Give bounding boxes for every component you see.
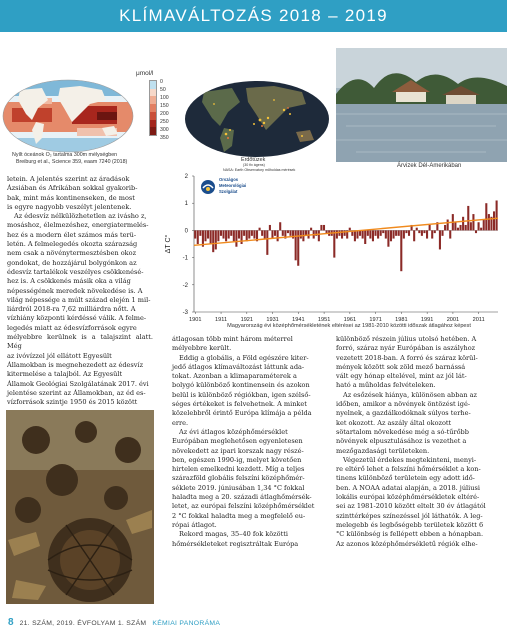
colorbar-tick-label: 50 — [160, 87, 166, 93]
column-2-text — [172, 335, 325, 549]
colorbar-tick-label: 300 — [160, 127, 169, 133]
chart-bar — [418, 230, 420, 233]
chart-bar — [421, 230, 423, 235]
chart-bar — [454, 222, 456, 230]
text-line: belül is különböző régiókban, igen szélső- — [172, 390, 311, 399]
text-line: 2 °C fokkal haladta meg a megfelelő eu- — [172, 511, 306, 520]
chart-bar — [408, 230, 410, 235]
chart-bar — [364, 230, 366, 244]
chart-bar — [362, 230, 364, 238]
wildfire-caption-3: NASA: Earth Observatory műholdas mérések — [223, 168, 296, 172]
text-line: nem csak a növénytermesztésben okoz — [7, 249, 137, 258]
page-title-banner — [0, 0, 507, 32]
footer-issue: 21. SZÁM, 2019. ÉVFOLYAM 1. SZÁM — [19, 620, 147, 627]
colorbar-step — [150, 127, 156, 135]
chart-bar — [320, 225, 322, 230]
chart-bar — [488, 214, 490, 230]
text-line: vízhiány központi kérdéssé válik. A felme- — [7, 314, 147, 323]
ocean-oxygen-map — [2, 78, 135, 154]
chart-bar — [472, 214, 474, 230]
text-line: növekedett az ipari korszak nagy részé- — [172, 446, 304, 455]
chart-bar — [253, 230, 255, 238]
text-line: bak, mint más kontinenseken, de most — [7, 193, 135, 202]
chart-bar — [271, 230, 273, 238]
chart-bar — [447, 220, 449, 231]
x-tick-label: 1951 — [317, 317, 331, 323]
text-line: tokat. Azonban a klimaparaméterek a — [172, 372, 297, 381]
text-line: hirtelen emelkedni kezdett. Míg a teljes — [172, 465, 305, 474]
x-tick-label: 1941 — [292, 317, 305, 323]
y-tick-label: -2 — [182, 282, 188, 289]
text-line: jelentése szerint az Államokban, az éd es- — [7, 388, 146, 397]
chart-bar — [277, 230, 279, 241]
y-axis-label: ΔT C° — [165, 234, 172, 254]
footer — [8, 617, 308, 631]
chart-bar — [264, 230, 266, 238]
chart-bar — [238, 230, 240, 238]
colorbar-tick-label: 100 — [160, 95, 169, 101]
colorbar — [149, 80, 157, 136]
chart-bar — [292, 230, 294, 238]
chart-bar — [465, 225, 467, 230]
met-service-logo-line3: Szolgálat — [219, 189, 238, 194]
text-line: legedés miatt az édesvízforrások egyre — [7, 323, 137, 332]
colorbar-tick-label: 200 — [160, 111, 169, 117]
colorbar-tick-label: 350 — [160, 135, 169, 141]
colorbar-step — [150, 89, 156, 97]
text-line: °C különbség is fellépett ebben a hónapban. — [336, 530, 484, 539]
text-line: mezőgazdasági területeken. — [336, 446, 430, 455]
text-line: Végezetül érdekes megtekinteni, menyi- — [343, 455, 477, 464]
text-line: séges értékeket is felvehetnek. A minket — [172, 400, 307, 409]
chart-bar — [282, 230, 284, 235]
text-line: Az esőzések hiánya, különösen abban az — [343, 390, 477, 399]
chart-bar — [462, 217, 464, 231]
chart-bar — [326, 230, 328, 233]
colorbar-step — [150, 96, 156, 104]
chart-bar — [467, 206, 469, 230]
chart-bar — [199, 230, 201, 235]
colorbar-unit: μmol/l — [136, 70, 154, 77]
chart-bar — [243, 230, 245, 235]
x-tick-label: 1981 — [395, 317, 408, 323]
page-title: KLÍMAVÁLTOZÁS 2018 – 2019 — [119, 6, 388, 25]
chart-bar — [460, 225, 462, 230]
text-line: időben, amikor a növények öntözést igé- — [336, 400, 471, 409]
text-line: világ népessége a múlt század elején 1 mil- — [7, 295, 151, 304]
text-line: ben, egészen 1990-ig, melyet követően — [172, 455, 302, 464]
chart-bar — [400, 230, 402, 271]
text-line: édesvíz tartalékok veszélyes csökkenésé- — [7, 267, 144, 276]
text-line: Államokban is megnehezedett az édesvíz — [7, 360, 144, 369]
colorbar-tick-label: 150 — [160, 103, 169, 109]
text-line: letet, az európai felszíni középhőmérséklet — [172, 502, 315, 511]
chart-bar — [220, 230, 222, 235]
text-line: átlagosan több mint három méterrel — [172, 335, 293, 343]
chart-bar — [382, 230, 384, 233]
text-line: nyelnek, a gazdálkodóknak súlyos terhe- — [336, 409, 471, 418]
text-line: szárazföld globális felszíni középhőmér- — [172, 474, 305, 483]
flood-photo-caption: Árvizek Dél-Amerikában — [397, 163, 462, 169]
chart-bar — [222, 230, 224, 238]
chart-bar — [333, 230, 335, 257]
y-tick-label: -1 — [182, 255, 188, 262]
text-line: Európában meglehetősen egyenletesen — [172, 437, 303, 446]
text-line: különböző részein július utolsó hetében. A — [336, 335, 477, 343]
chart-bar — [233, 230, 235, 241]
chart-bar — [493, 211, 495, 230]
met-service-logo-line2: Meteorológiai — [219, 183, 247, 188]
text-line: letein. A jelentés szerint az áradások — [7, 175, 130, 183]
met-service-logo-icon — [200, 179, 216, 195]
text-line: mények között sok zöld mező barnássá — [336, 362, 466, 371]
chart-bar — [228, 230, 230, 238]
text-line: közelebbről érintő Európa klímája a példa — [172, 409, 312, 418]
text-line: az ivóvízzel jól ellátott Egyesült — [7, 351, 112, 360]
chart-bar — [380, 230, 382, 235]
chart-bar — [287, 230, 289, 233]
chart-bar — [212, 230, 214, 252]
chart-bar — [230, 230, 232, 235]
text-line: erre. — [172, 418, 189, 427]
chart-bar — [441, 230, 443, 235]
text-line: ben. A NOAA adatai alapján, a 2018. júliusi — [336, 483, 480, 492]
text-line: tinens különböző területein egy adott idő- — [336, 474, 475, 483]
text-line: népességének meredek növekedése is. A — [7, 286, 143, 295]
text-line: mosáshoz, élelmezéshez, energiatermelés- — [7, 221, 149, 230]
chart-bar — [395, 230, 397, 235]
x-tick-label: 1971 — [369, 317, 382, 323]
text-line: letén. A felmelegedés okozta szárazság — [7, 240, 138, 249]
text-line: vált egy hónap eltelével, mint az jól lát- — [336, 372, 467, 381]
text-line: séklete 2019. júniusában 1,34 °C fokkal — [172, 483, 305, 492]
text-line: hőmérsékleteket regisztráltak Európa — [172, 539, 299, 548]
chart-bar — [259, 228, 261, 231]
colorbar-step — [150, 104, 156, 112]
chart-bar — [470, 222, 472, 230]
text-line: Eddig a globális, a Föld egészére kiter- — [179, 353, 309, 362]
text-line: sötartalom növekedése még a só-tűrőbb — [336, 427, 469, 436]
x-tick-label: 2011 — [472, 317, 485, 323]
chart-bar — [289, 230, 291, 235]
wildfire-caption-1: Erdőtüzek — [241, 157, 266, 163]
met-service-logo-line1: Országos — [219, 177, 239, 182]
footer-magazine: KÉMIAI PANORÁMA — [152, 620, 221, 627]
y-tick-label: -3 — [182, 310, 188, 316]
text-line: Rekord magas, 35–40 fok közötti — [179, 530, 288, 539]
text-line: melegebb és legbőségebb területek között 6 — [336, 520, 484, 529]
y-tick-label: 1 — [184, 201, 188, 208]
chart-bar — [398, 230, 400, 235]
chart-caption: Magyarország évi középhőmérsékletének eltérései az 1981-2010 közötti időszak átlagához képest — [227, 323, 471, 329]
text-line: kitermelése a talajból. Az Egyesült — [7, 370, 123, 379]
text-line: szinttérképes színezéssel jól láthatók. A leg- — [336, 511, 483, 520]
x-tick-label: 2001 — [446, 317, 460, 323]
chart-bar — [246, 230, 248, 241]
ocean-map-caption-1: Nyílt óceánok O₂ tartalma 300m mélységben — [12, 152, 118, 158]
chart-bar — [413, 230, 415, 241]
chart-bar — [266, 230, 268, 254]
text-line: re eltérő lehet a felszíni hőmérséklet a kon- — [336, 465, 481, 474]
x-tick-label: 1991 — [420, 317, 434, 323]
text-line: vezetett 2018-ban. A forró és száraz körül- — [336, 353, 478, 362]
wildfire-caption-2: (30 fix ágens) — [243, 163, 265, 167]
chart-bar — [374, 230, 376, 235]
chart-bar — [354, 230, 356, 241]
text-line: is egyre nagyobb veszélyt jelentenek. — [7, 202, 132, 211]
chart-bar — [197, 230, 199, 244]
x-tick-label: 1961 — [343, 317, 357, 323]
chart-bar — [369, 230, 371, 238]
text-line: rópai átlagot. — [172, 520, 217, 529]
chart-bar — [439, 230, 441, 249]
chart-bar — [207, 230, 209, 238]
chart-bar — [300, 230, 302, 238]
colorbar-step — [150, 81, 156, 89]
chart-bar — [248, 230, 250, 238]
chart-bar — [323, 225, 325, 230]
chart-bar — [431, 230, 433, 238]
chart-bar — [480, 228, 482, 231]
chart-bar — [449, 230, 451, 238]
text-line: gondokat, de hozzájárul bolygónkon az — [7, 258, 137, 267]
text-line: mélyebbre kerülnek is a talajszint alatt. Még — [7, 333, 153, 351]
chart-bar — [279, 222, 281, 230]
chart-bar — [405, 230, 407, 233]
colorbar-tick-label: 0 — [160, 79, 163, 85]
text-line: növények elpusztulásához is vezethet a — [336, 437, 467, 446]
chart-bar — [295, 230, 297, 260]
chart-bar — [390, 230, 392, 241]
chart-bar — [393, 230, 395, 238]
chart-bar — [310, 228, 312, 231]
x-tick-label: 1901 — [189, 317, 202, 323]
chart-bar — [318, 230, 320, 241]
colorbar-tick-label: 250 — [160, 119, 169, 125]
page-number: 8 — [8, 617, 14, 628]
x-tick-label: 1911 — [215, 317, 228, 323]
colorbar-step — [150, 112, 156, 120]
chart-bar — [496, 200, 498, 230]
chart-bar — [204, 230, 206, 241]
colorbar-ticks — [160, 78, 169, 142]
chart-bar — [367, 230, 369, 235]
chart-bar — [478, 222, 480, 230]
chart-bar — [338, 230, 340, 235]
text-line: lokális európai középhőmérsékletek eltéré- — [336, 493, 480, 502]
column-3-text — [336, 335, 500, 549]
text-line: liárdról 2018-ra 7,62 milliárdra nőtt. A — [7, 305, 136, 314]
chart-bar — [261, 230, 263, 235]
chart-bar — [475, 230, 477, 233]
text-line: ket okozott. Az aszály által okozott — [336, 418, 452, 427]
chart-bar — [457, 228, 459, 231]
x-tick-label: 1931 — [266, 317, 279, 323]
column-1-text-top — [7, 175, 153, 407]
chart-bar — [241, 230, 243, 244]
chart-bar — [426, 230, 428, 238]
text-line: Az édesvíz nélkülözhetetlen az ivásho z, — [14, 212, 147, 221]
withered-sunflower-photo — [6, 410, 154, 604]
text-line: hez és a modern élet számos más terü- — [7, 230, 137, 239]
met-service-logo — [200, 177, 270, 199]
chart-bar — [215, 230, 217, 249]
y-tick-label: 2 — [184, 174, 188, 180]
chart-bar — [385, 230, 387, 238]
text-line: haladta meg a 20. századi átlaghőmérsék- — [172, 493, 312, 502]
x-tick-label: 1921 — [240, 317, 254, 323]
chart-bar — [416, 228, 418, 231]
text-line: Államok Geológiai Szolgálatának 2017. évi — [7, 379, 149, 388]
y-tick-label: 0 — [184, 228, 188, 235]
chart-bar — [444, 225, 446, 230]
text-line: Ázsiában és Afrikában sokkal gyakorib- — [7, 184, 138, 193]
text-line: mélyebbre került. — [172, 344, 232, 353]
chart-bar — [377, 230, 379, 238]
text-line: bolygó különböző kontinensein és azokon — [172, 381, 310, 390]
chart-bar — [336, 230, 338, 238]
chart-bar — [429, 225, 431, 230]
chart-bar — [423, 230, 425, 233]
chart-bar — [349, 228, 351, 231]
ocean-map-caption-2: Breiburg et al., Science 359, eaam 7240 (2018) — [16, 159, 128, 165]
text-line: ható a műholdas felvételeken. — [336, 381, 436, 390]
chart-bar — [483, 220, 485, 231]
text-line: jedő átlagos klímaváltozást láttunk ada- — [172, 362, 305, 371]
chart-bar — [194, 230, 196, 238]
wildfire-map — [184, 80, 330, 160]
chart-bar — [210, 230, 212, 244]
text-line: sei az 1981-2010 között eltelt 30 év átlagától — [336, 502, 486, 511]
chart-bar — [225, 230, 227, 241]
chart-bar — [387, 230, 389, 246]
chart-bar — [356, 230, 358, 238]
chart-bar — [372, 230, 374, 241]
text-line: forró, száraz nyár Európában is aszályhoz — [336, 344, 476, 353]
flood-photo — [336, 48, 507, 162]
text-line: vízforrások szintje 1950 és 2015 között — [7, 398, 138, 407]
chart-bar — [217, 230, 219, 241]
colorbar-step — [150, 120, 156, 128]
chart-bar — [251, 230, 253, 235]
chart-bar — [269, 225, 271, 230]
text-line: hez is. A csökkenés másik oka a világ — [7, 277, 131, 286]
text-line: Az évi átlagos középhőmérséklet — [179, 427, 288, 436]
text-line: Az azonos középhőmérsékletű régiók elhe- — [336, 539, 478, 548]
chart-bar — [434, 230, 436, 233]
chart-bar — [485, 203, 487, 230]
chart-bar — [235, 230, 237, 246]
chart-bar — [274, 230, 276, 235]
chart-bar — [403, 230, 405, 238]
